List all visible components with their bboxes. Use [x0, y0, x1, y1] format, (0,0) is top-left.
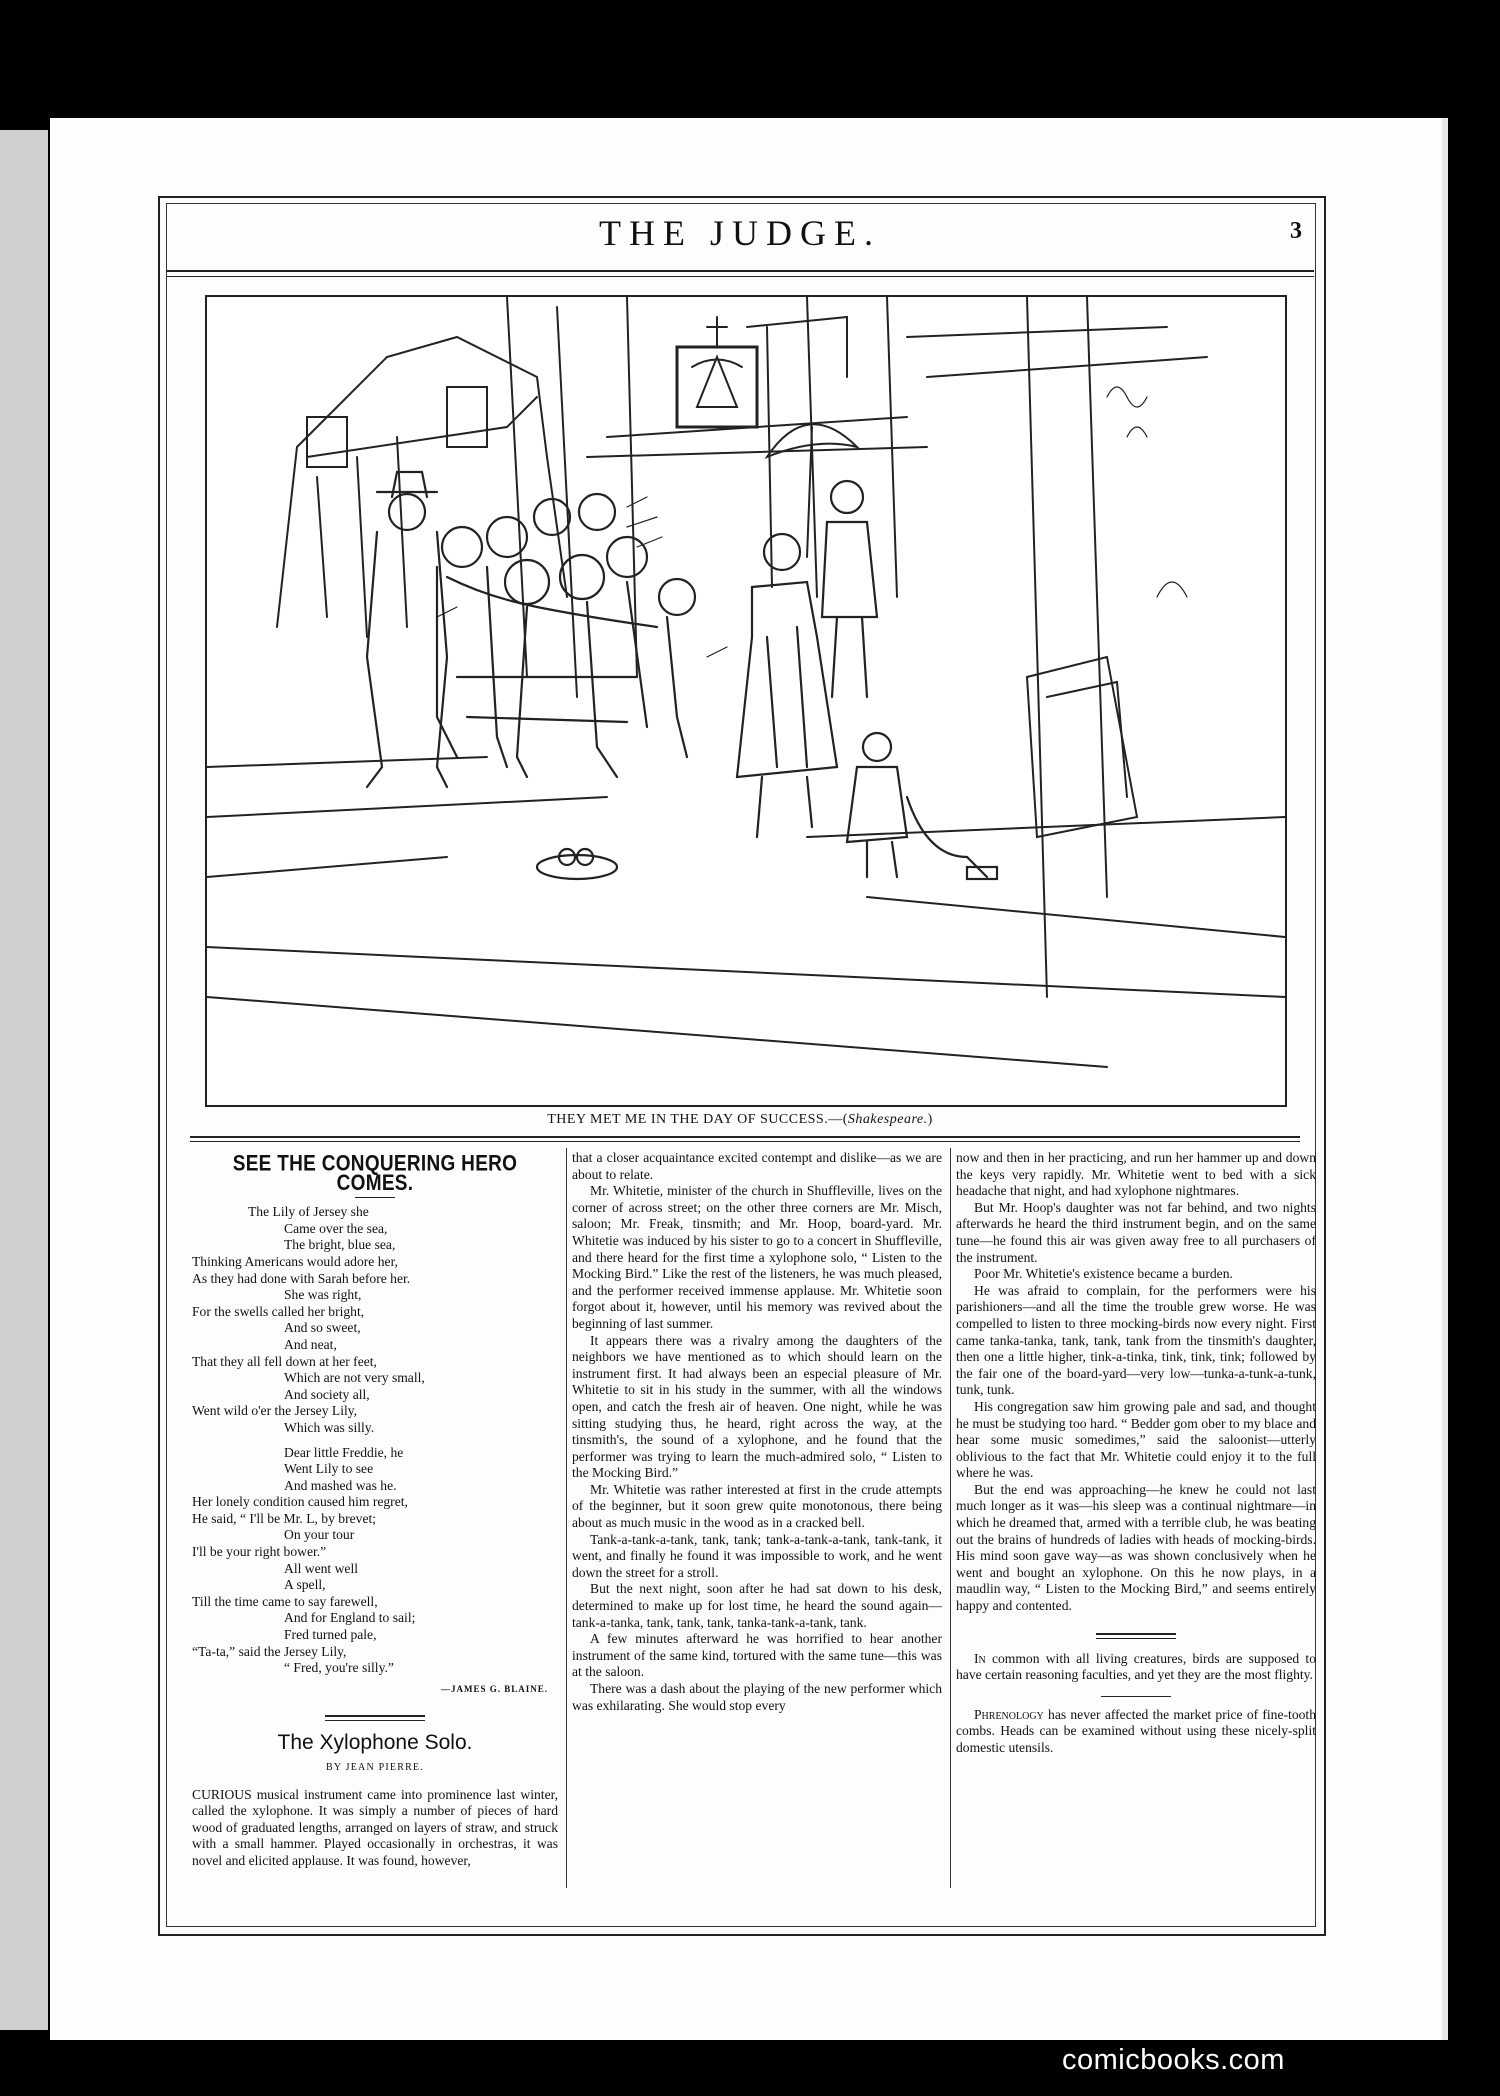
filler-text: has never affected the market price of fine-tooth combs. Heads can be examined without using these nicely-split domestic utensils. [956, 1706, 1316, 1755]
poem-line: Which are not very small, [284, 1370, 425, 1386]
poem-line: “ Fred, you're silly.” [284, 1660, 394, 1676]
poem-line: And so sweet, [284, 1320, 361, 1336]
filler-paragraph-1 [956, 1651, 1316, 1684]
adjacent-page-edge [0, 130, 48, 2030]
poem-line: Went wild o'er the Jersey Lily, [192, 1403, 358, 1419]
poem-line: As they had done with Sarah before her. [192, 1270, 411, 1286]
caption-close: ) [927, 1112, 933, 1127]
page-edge [1442, 118, 1448, 2040]
cartoon-illustration [205, 295, 1287, 1107]
story-byline: BY JEAN PIERRE. [326, 1762, 424, 1773]
poem-line: On your tour [284, 1527, 355, 1543]
page-number: 3 [1290, 218, 1302, 244]
story-paragraph: It appears there was a rivalry among the daughters of the neighbors we have mentioned as to which should learn on the instrument first. It had always been an especial pleasure of Mr. Whitetie to sit in his study in the summer, with all the windows open, and catch the fresh air of heaven. One night, while he was sitting studying thus, he heard, right across the way, at the tinsmith's, the sound of a xylophone, and he found that the performer was trying to learn the much-admired solo, “ Listen to the Mocking Bird.” [572, 1332, 942, 1481]
column-divider [950, 1148, 951, 1888]
poem-line: Thinking Americans would adore her, [192, 1253, 398, 1269]
story-continuation [956, 1150, 1316, 1615]
poem-line: That they all fell down at her feet, [192, 1353, 377, 1369]
story-paragraph: Mr. Whitetie, minister of the church in Shuffleville, lives on the corner of across street; on the other three corners are Mr. Misch, saloon; Mr. Freak, tinsmith; and Mr. Hoop, board-yard. Mr. Whitetie was induced by his sister to go to a concert in Shuffleville, and there heard for the first time a xylophone solo, “ Listen to the Mocking Bird.” Like the rest of the listeners, he was much pleased, and the performer received immense applause. Mr. Whitetie soon forgot about it, however, until his memory was revived about the beginning of last summer. [572, 1183, 942, 1331]
poem-line: Her lonely condition caused him regret, [192, 1494, 408, 1510]
filler-lead: Phrenology [974, 1706, 1044, 1722]
column-1 [192, 1150, 558, 1870]
poem-line: She was right, [284, 1287, 362, 1303]
poem-line: And mashed was he. [284, 1477, 397, 1493]
double-rule [1096, 1633, 1176, 1639]
masthead-title: THE JUDGE. [599, 213, 881, 253]
caption-text: THEY MET ME IN THE DAY OF SUCCESS.—( [547, 1112, 848, 1127]
title-rule [355, 1197, 395, 1198]
site-watermark: comicbooks.com [1062, 2044, 1285, 2076]
column-2 [572, 1150, 942, 1714]
poem-stanza-1 [192, 1204, 558, 1436]
filler-paragraph-2 [956, 1707, 1316, 1757]
poem-line: “Ta-ta,” said the Jersey Lily, [192, 1643, 347, 1659]
poem-line: I'll be your right bower.” [192, 1544, 327, 1560]
story-paragraph: But the next night, soon after he had sat down to his desk, determined to make up for lost time, he heard the sound again—tank-a-tanka, tank, tank, tank, tanka-tank-a-tank, tank. [572, 1581, 942, 1630]
poem-line: Went Lily to see [284, 1461, 374, 1477]
poem-line: The Lily of Jersey she [248, 1204, 369, 1220]
column-3 [956, 1150, 1316, 1757]
poem-line: Till the time came to say farewell, [192, 1593, 378, 1609]
poem-line: Which was silly. [284, 1419, 375, 1435]
story-paragraph: His congregation saw him growing pale and sad, and thought he must be studying too hard. “ Bedder gom ober to my blace and hear some music somedimes,” said the saloonist—utterly oblivious to the fact that Mr. Whitetie could enjoy it to the full where he was. [956, 1398, 1316, 1481]
poem-line: Dear little Freddie, he [284, 1444, 404, 1460]
story-paragraph: There was a dash about the playing of the new performer which was exhilarating. She would stop every [572, 1681, 942, 1713]
story-paragraph: He was afraid to complain, for the performers were his parishioners—and all the time the trouble grew worse. He was compelled to listen to three mocking-birds now every night. First came tanka-tanka, tank, tank, tank from the tinsmith's daughter, then one a little higher, tink-a-tinka, tink, tink, tink; followed by the fair one of the board-yard—very low—tunka-a-tunk-a-tunk, tunk, tunk. [956, 1282, 1316, 1398]
section-rule-thin [190, 1141, 1300, 1142]
illustration-caption [166, 1112, 1314, 1128]
story-paragraph: Mr. Whitetie was rather interested at first in the crude attempts of the beginner, but it soon grew quite monotonous, there being about as much music in the wood as in a cracked bell. [572, 1481, 942, 1531]
double-rule [325, 1715, 425, 1721]
poem-line: He said, “ I'll be Mr. L, by brevet; [192, 1510, 377, 1526]
poem-line: Came over the sea, [284, 1220, 388, 1236]
story-title: The Xylophone Solo. [277, 1731, 473, 1755]
story-paragraph: Poor Mr. Whitetie's existence became a burden. [974, 1266, 1233, 1282]
story-paragraph: now and then in her practicing, and run her hammer up and down the keys very rapidly. Mr. Whitetie went to bed with a sick headache that night, and had xylophone nightmares. [956, 1150, 1316, 1199]
filler-rule [1101, 1696, 1171, 1697]
masthead-rule-thin [166, 276, 1314, 277]
story-paragraph: Tank-a-tank-a-tank, tank, tank; tank-a-tank-a-tank, tank-tank, it went, and finally he found it was impossible to work, and he went down the street for a stroll. [572, 1531, 942, 1580]
story-paragraph: that a closer acquaintance excited contempt and dislike—as we are about to relate. [572, 1150, 942, 1182]
story-paragraph: But the end was approaching—he knew he could not last much longer as it was—his sleep was a continual nightmare—in which he dreamed that, armed with a terrible club, he was beating out the brains of hundreds of ladies with heads of mocking-birds. His mind soon gave way—as was shown conclusively when he went and bought an xylophone. On this he now plays, in a maudlin way, “ Listen to the Mocking Bird,” and seems entirely happy and contented. [956, 1481, 1316, 1614]
story-paragraph: A few minutes afterward he was horrified to hear another instrument of the same kind, tortured with the same tune—this was at the saloon. [572, 1631, 942, 1680]
poem-line: And society all, [284, 1386, 370, 1402]
column-divider [566, 1148, 567, 1888]
street-scene-drawing [207, 297, 1285, 1105]
poem-title: SEE THE CONQUERING HERO COMES. [232, 1152, 518, 1196]
filler-lead: In [974, 1650, 986, 1666]
poem-line: And for England to sail; [284, 1610, 416, 1626]
filler-text: common with all living creatures, birds are supposed to have certain reasoning faculties, and yet they are the most flighty. [956, 1650, 1316, 1683]
story-paragraph: But Mr. Hoop's daughter was not far behind, and two nights afterwards he heard the third instrument begin, and on the same tune—he found this air was given away free to all purchasers of the instrument. [956, 1199, 1316, 1265]
section-rule [190, 1136, 1300, 1138]
poem-line: A spell, [284, 1577, 326, 1593]
story-paragraph: CURIOUS musical instrument came into prominence last winter, called the xylophone. It was simply a number of pieces of hard wood of graduated lengths, arranged on layers of straw, and struck with a small hammer. Played occasionally in orchestras, it was novel and elicited applause. It was found, however, [192, 1786, 558, 1868]
poem-author: —JAMES G. BLAINE. [440, 1683, 548, 1694]
caption-attribution: Shakespeare. [847, 1112, 928, 1127]
poem-line: Fred turned pale, [284, 1627, 377, 1643]
poem-stanza-2 [192, 1445, 558, 1677]
masthead-rule [166, 270, 1314, 272]
poem-line: The bright, blue sea, [284, 1237, 396, 1253]
poem-line: And neat, [284, 1336, 337, 1352]
poem-line: All went well [284, 1560, 358, 1576]
poem-line: For the swells called her bright, [192, 1303, 365, 1319]
